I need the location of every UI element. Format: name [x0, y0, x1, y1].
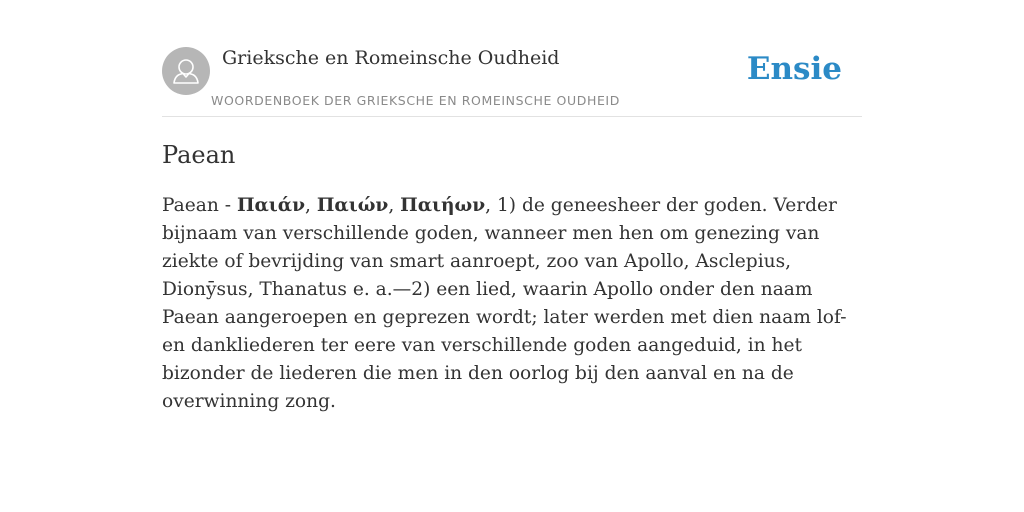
- definition-separator-1: ,: [305, 195, 317, 216]
- entry-definition: [162, 192, 862, 416]
- definition-prefix: Paean -: [162, 195, 237, 216]
- greek-term-3: Παιήων: [400, 195, 486, 216]
- brand-logo[interactable]: Ensie: [746, 51, 842, 87]
- author-avatar[interactable]: [162, 47, 210, 95]
- author-name[interactable]: Grieksche en Romeinsche Oudheid: [222, 47, 560, 69]
- definition-body: , 1) de geneesheer der goden. Verder bijnaam van verschillende goden, wanneer men hen om genezing van ziekte of bevrijding van smart aanroept, zoo van Apollo, Asclepius, Dionȳsus, Thanatus e. a.—2) een lied, waarin Apollo onder den naam Paean aangeroepen en geprezen wordt; later werden met dien naam lof- en dankliederen ter eere van verschillende goden aangeduid, in het bizonder de liederen die men in den oorlog bij den aanval en na de overwinning zong.: [162, 195, 847, 412]
- definition-separator-2: ,: [388, 195, 401, 216]
- entry-title: Paean: [162, 141, 236, 169]
- user-silhouette-icon: [162, 47, 210, 95]
- page-header: [162, 0, 862, 117]
- greek-term-1: Παιάν: [236, 195, 306, 216]
- greek-term-2: Παιών: [316, 195, 389, 216]
- dictionary-label[interactable]: WOORDENBOEK DER GRIEKSCHE EN ROMEINSCHE OUDHEID: [211, 93, 620, 108]
